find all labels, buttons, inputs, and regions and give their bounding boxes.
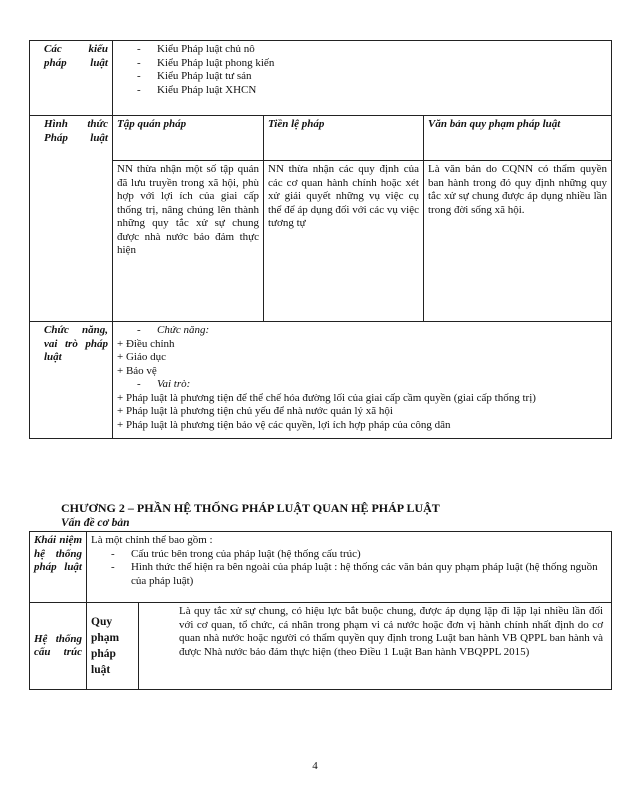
legal-types-table [29,40,612,439]
cell-tapquan: NN thừa nhận một số tập quán đã lưu truyền trong xã hội, phù hợp với lợi ích của giai cấp thống trị, nâng chúng lên thành những quy tắc xử sự chung được nhà nước bảo đảm thực hiện [113,161,264,322]
table-row [30,322,612,439]
list-item: - Kiểu Pháp luật XHCN [137,84,607,98]
page-number: 4 [312,760,318,772]
cell-vanban: Là văn bản do CQNN có thẩm quyền ban hành trong đó quy định những quy tắc xử sự chung được áp dụng nhiều lần trong đời sống xã hội. [424,161,612,322]
chucnang-label-line: - Chức năng: [137,324,210,336]
list-item: - Kiểu Pháp luật phong kiến [137,57,607,71]
vaitro-label-line: - Vai trò: [137,378,191,390]
col-header-vanban: Văn bản quy phạm pháp luật [424,116,612,161]
table-row [30,41,612,116]
khainiem-list [91,548,607,589]
cell-tienle: NN thừa nhận các quy định của các cơ quan hành chính hoặc xét xử giải quyết những vụ việc cụ thể để áp dụng đối với các vụ việc tương tự [264,161,424,322]
row-header-hethong: Hệ thống cấu trúc [30,603,87,690]
row-header-hinhthuc: Hình thức Pháp luật [30,116,113,322]
chapter-title: CHƯƠNG 2 – PHẦN HỆ THỐNG PHÁP LUẬT QUAN HỆ PHÁP LUẬT [61,501,440,515]
row-header-kieu: Các kiểu pháp luật [30,41,113,116]
kieu-list-cell [113,41,612,116]
list-item: + Bảo vệ [117,364,157,377]
khainiem-intro: Là một chỉnh thể bao gồm : [91,534,213,546]
list-item: - Hình thức thể hiện ra bên ngoài của pháp luật : hệ thống các văn bản quy phạm pháp luật (hệ thống nguồn của pháp luật) [111,561,607,588]
col-header-tapquan: Tập quán pháp [113,116,264,161]
khainiem-cell [87,532,612,603]
quypham-content: Là quy tắc xử sự chung, có hiệu lực bắt buộc chung, được áp dụng lặp đi lặp lại nhiều lần đối với cơ quan, tổ chức, cá nhân trong phạm vi cả nước hoặc đơn vị hành chính nhất định do cơ quan nhà nước hoặc người có thẩm quyền quy định trong Luật ban hành VB QPPL ban hành và được Nhà nước bảo đảm thực hiện (theo Điều 1 Luật Ban hành VBQPPL 2015) [139,603,612,690]
list-item: + Pháp luật là phương tiện chủ yếu để nhà nước quản lý xã hội [117,405,393,417]
table-row [30,603,612,690]
row-header-chucnang: Chức năng, vai trò pháp luật [30,322,113,439]
col-header-tienle: Tiền lệ pháp [264,116,424,161]
table-row [30,116,612,161]
sub-header-quypham: Quy phạm pháp luật [87,603,139,690]
list-item: - Kiểu Pháp luật tư sản [137,70,607,84]
list-item: + Điều chỉnh [117,337,175,350]
legal-system-table [29,531,612,690]
kieu-list [117,43,607,97]
section-title: Vấn đề cơ bản [61,517,130,529]
list-item: + Giáo dục [117,351,166,363]
chucnang-cell [113,322,612,439]
list-item: + Pháp luật là phương tiện bảo vệ các quyền, lợi ích hợp pháp của công dân [117,418,451,431]
list-item: - Cấu trúc bên trong của pháp luật (hệ thống cấu trúc) [111,548,607,562]
list-item: - Kiểu Pháp luật chủ nô [137,43,607,57]
row-header-khainiem: Khái niệm hệ thống pháp luật [30,532,87,603]
table-row [30,532,612,603]
table-row [30,161,612,322]
list-item: + Pháp luật là phương tiện để thể chế hóa đường lối của giai cấp cầm quyền (giai cấp thống trị) [117,391,536,404]
